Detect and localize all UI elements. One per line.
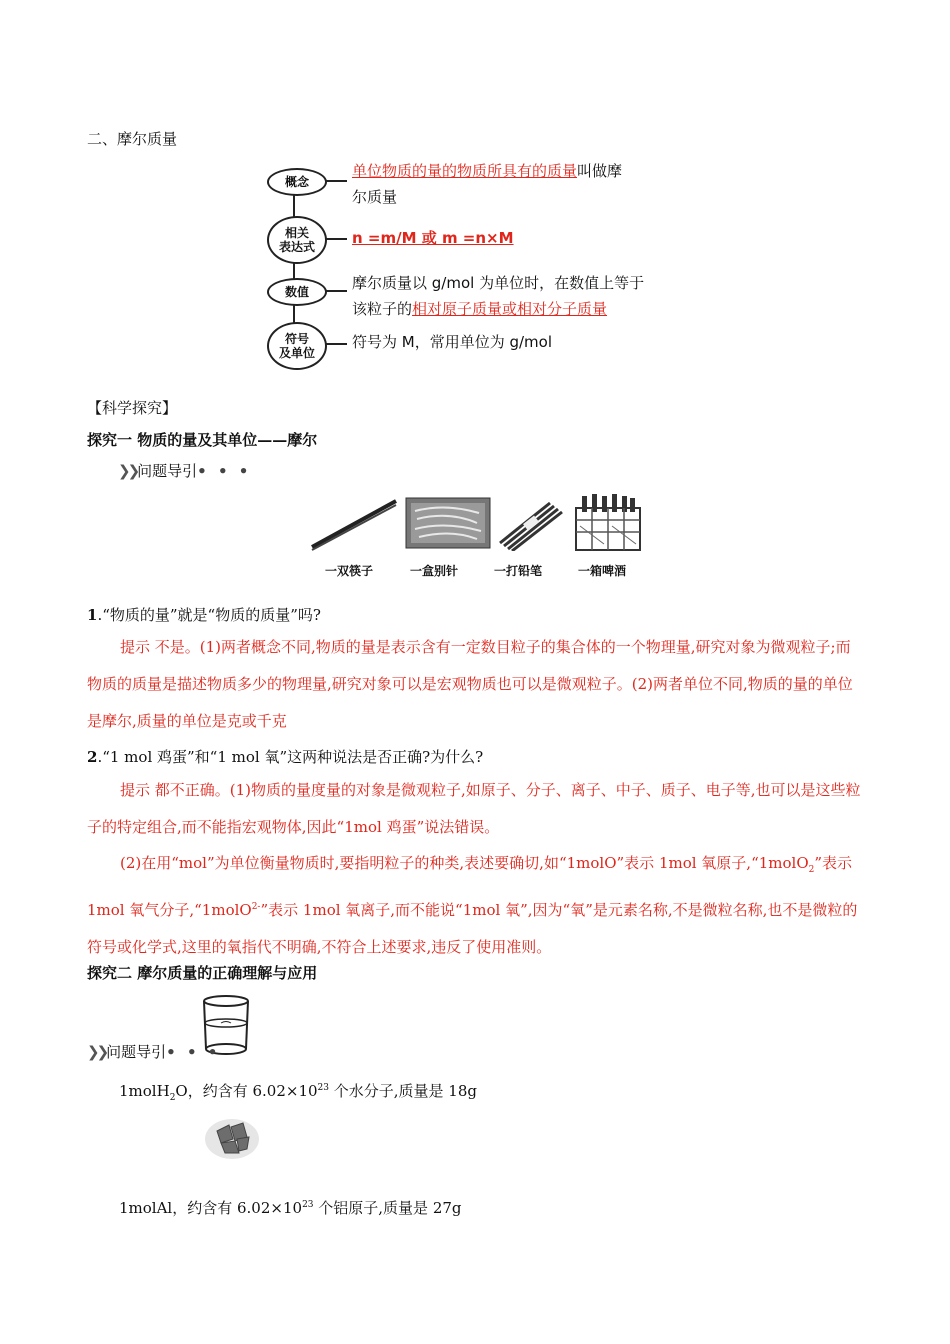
caption-pencils: 一打铅笔 <box>494 564 543 578</box>
value-relative-mass: 相对原子质量或相对分子质量 <box>412 300 608 318</box>
answer-2-part1: 提示 都不正确。(1)物质的量度量的对象是微观粒子,如原子、分子、离子、中子、质子、电子等,也可以是这些粒子的特定组合,而不能指宏观物体,因此“1mol 鸡蛋”说法错误。 <box>87 781 861 836</box>
diagram-node-expression: 相关 表达式 <box>267 216 327 264</box>
caption-chopsticks: 一双筷子 <box>325 564 374 578</box>
science-explore-heading: 【科学探究】 <box>87 399 178 417</box>
caption-pin-box: 一盒别针 <box>410 564 459 578</box>
explore1-title: 探究一 物质的量及其单位——摩尔 <box>87 431 318 449</box>
expression-formula: n =m/M 或 m =n×M <box>352 229 514 247</box>
beer-crate-image <box>574 492 642 552</box>
question-1: 1.“物质的量”就是“物质的质量”吗? <box>87 606 321 624</box>
pin-box-image <box>405 497 491 549</box>
diagram-text-concept: 单位物质的量的物质所具有的质量叫做摩 尔质量 <box>352 162 623 206</box>
diagram-node-concept: 概念 <box>267 168 327 196</box>
concept-definition: 单位物质的量的物质所具有的质量 <box>352 162 578 180</box>
section-title-molar-mass: 二、摩尔质量 <box>87 130 178 148</box>
question-guide-1: ❯❯问题导引• • • <box>118 462 252 480</box>
diagram-node-value: 数值 <box>267 278 327 306</box>
double-chevron-icon: ❯❯ <box>118 462 138 480</box>
aluminum-pieces-image <box>203 1113 261 1161</box>
double-chevron-icon: ❯❯ <box>87 1043 107 1061</box>
diagram-node-symbol: 符号 及单位 <box>267 322 327 370</box>
aluminum-statement: 1molAl，约含有 $6.02\times 10^{23}$ 个铝原子,质量是 27g <box>119 1199 462 1217</box>
question-2: 2.“1 mol 鸡蛋”和“1 mol 氧”这两种说法是否正确?为什么? <box>87 748 484 766</box>
answer-2-part2: (2)在用“mol”为单位衡量物质时,要指明粒子的种类,表述要确切,如“1molO”表示 1mol 氧原子,“1molO$_2$”表示 1mol 氧气分子,“1molO$^{2-}$”表示 1mol 氧离子,而不能说“1mol 氧”,因为“氧”是元素名称,不是微粒名称,也不是微粒的符号或化学式,这里的氧指代不明确,不符合上述要求,违反了使用准则。 <box>87 854 858 956</box>
diagram-text-value: 摩尔质量以 g/mol 为单位时，在数值上等于 该粒子的相对原子质量或相对分子质量 <box>352 274 645 318</box>
explore2-title: 探究二 摩尔质量的正确理解与应用 <box>87 964 318 982</box>
caption-beer-crate: 一箱啤酒 <box>578 564 627 578</box>
water-statement: 1molH$_2$O，约含有 $6.02\times 10^{23}$ 个水分子,质量是 18g <box>119 1082 477 1103</box>
chopsticks-image <box>308 497 400 553</box>
pencils-image <box>494 497 566 551</box>
answer-1: 提示 不是。(1)两者概念不同,物质的量是表示含有一定数目粒子的集合体的一个物理量,研究对象为微观粒子;而物质的质量是描述物质多少的物理量,研究对象可以是宏观物质也可以是微观粒子。(2)两者单位不同,物质的量的单位是摩尔,质量的单位是克或千克 <box>87 638 853 730</box>
diagram-text-symbol: 符号为 M，常用单位为 g/mol <box>352 333 553 351</box>
question-guide-2: ❯❯问题导引• • • <box>87 1043 221 1061</box>
diagram-text-expression <box>352 225 514 251</box>
